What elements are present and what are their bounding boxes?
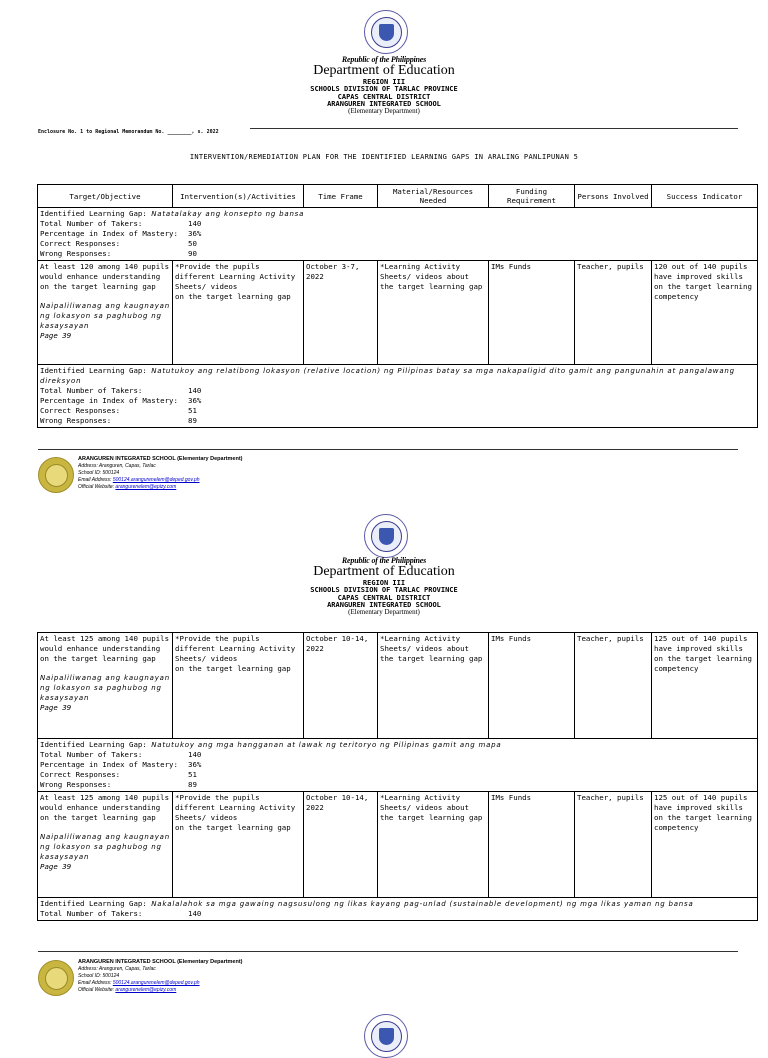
deped-seal — [364, 10, 408, 54]
correct-value: 51 — [188, 406, 197, 415]
division-label: SCHOOLS DIVISION OF TARLAC PROVINCE — [310, 586, 458, 595]
school-footer — [38, 455, 738, 500]
success-cell: 120 out of 140 pupils have improved skills on the target learning competency — [652, 261, 758, 365]
mastery-label: Percentage in Index of Mastery: — [40, 229, 178, 238]
time-cell: October 10-14, 2022 — [304, 792, 378, 898]
intervention-text-b: on the target learning gap — [175, 292, 291, 301]
intervention-cell — [173, 633, 304, 739]
intervention-text: *Provide the pupils different Learning Activity Sheets/ videos — [175, 634, 296, 663]
takers-value: 140 — [188, 909, 202, 918]
deped-seal — [364, 514, 408, 558]
school-label: ARANGUREN INTEGRATED SCHOOL — [327, 100, 441, 109]
wrong-value: 89 — [188, 780, 197, 789]
persons-cell: Teacher, pupils — [575, 261, 652, 365]
takers-label: Total Number of Takers: — [40, 219, 143, 228]
takers-value: 140 — [188, 219, 202, 228]
success-cell: 125 out of 140 pupils have improved skills on the target learning competency — [652, 792, 758, 898]
school-logo-icon — [38, 960, 74, 996]
footer-school-name: ARANGUREN INTEGRATED SCHOOL (Elementary Department) — [78, 959, 243, 965]
school-footer — [38, 958, 738, 1003]
persons-cell: Teacher, pupils — [575, 633, 652, 739]
time-cell: October 10-14, 2022 — [304, 633, 378, 739]
gap-block — [38, 208, 758, 261]
gap-label: Identified Learning Gap: — [40, 366, 147, 375]
gap-text: Natatalakay ang konsepto ng bansa — [151, 210, 305, 218]
target-text: At least 120 among 140 pupils would enhance understanding on the target learning gap — [40, 262, 170, 291]
page-ref: Page 39 — [40, 703, 72, 712]
funding-cell: IMs Funds — [489, 261, 575, 365]
footer-address: Address: Aranguren, Capas, Tarlac — [78, 966, 156, 972]
gap-text: Nakalalahok sa mga gawaing nagsusulong ng likas kayang pag-unlad (sustainable development) ng mga likas yaman ng bansa — [151, 900, 694, 908]
footer-divider — [38, 449, 738, 450]
region-label: REGION III — [362, 78, 406, 87]
persons-cell: Teacher, pupils — [575, 792, 652, 898]
competency-text: Naipaliliwanag ang kaugnayan ng lokasyon sa paghubog ng kasaysayan — [40, 674, 171, 702]
footer-school-id: School ID: 500124 — [78, 470, 120, 476]
footer-website-label: Official Website: — [78, 484, 115, 490]
col-intervention: Intervention(s)/Activities — [173, 185, 304, 208]
school-label: ARANGUREN INTEGRATED SCHOOL — [327, 601, 441, 610]
gap-label: Identified Learning Gap: — [40, 740, 147, 749]
wrong-label: Wrong Responses: — [40, 416, 112, 425]
mastery-value: 36% — [188, 760, 202, 769]
funding-cell: IMs Funds — [489, 633, 575, 739]
mastery-label: Percentage in Index of Mastery: — [40, 760, 178, 769]
intervention-text-b: on the target learning gap — [175, 664, 291, 673]
republic-label: Republic of the Philippines — [341, 55, 427, 64]
gap-text: Natutukoy ang mga hangganan at lawak ng teritoryo ng Pilipinas gamit ang mapa — [151, 741, 502, 749]
correct-label: Correct Responses: — [40, 770, 121, 779]
footer-email-label: Email Address: — [78, 477, 112, 483]
page-ref: Page 39 — [40, 862, 72, 871]
footer-school-id: School ID: 500124 — [78, 973, 120, 979]
col-time: Time Frame — [304, 185, 378, 208]
col-funding: Funding Requirement — [489, 185, 575, 208]
target-text: At least 125 among 140 pupils would enhance understanding on the target learning gap — [40, 634, 170, 663]
footer-email-label: Email Address: — [78, 980, 112, 986]
correct-value: 51 — [188, 770, 197, 779]
mastery-value: 36% — [188, 229, 202, 238]
gap-block — [38, 365, 758, 428]
takers-label: Total Number of Takers: — [40, 909, 143, 918]
correct-value: 50 — [188, 239, 197, 248]
deped-seal — [364, 1014, 408, 1058]
region-label: REGION III — [362, 579, 406, 588]
intervention-cell — [173, 792, 304, 898]
takers-label: Total Number of Takers: — [40, 750, 143, 759]
col-persons: Persons Involved — [575, 185, 652, 208]
gap-block — [38, 898, 758, 921]
footer-website-link[interactable]: arangurenelem@epizy.com — [115, 987, 177, 993]
page-ref: Page 39 — [40, 331, 72, 340]
material-cell: *Learning Activity Sheets/ videos about the target learning gap — [378, 633, 489, 739]
competency-text: Naipaliliwanag ang kaugnayan ng lokasyon sa paghubog ng kasaysayan — [40, 302, 171, 330]
unit-label: (Elementary Department) — [348, 107, 420, 116]
republic-label: Republic of the Philippines — [341, 556, 427, 565]
district-label: CAPAS CENTRAL DISTRICT — [337, 92, 431, 101]
footer-address: Address: Aranguren, Capas, Tarlac — [78, 463, 156, 469]
department-name: Department of Education — [313, 63, 455, 79]
target-text: At least 125 among 140 pupils would enhance understanding on the target learning gap — [40, 793, 170, 822]
target-cell — [38, 261, 173, 365]
footer-website-link[interactable]: arangurenelem@epizy.com — [115, 484, 177, 490]
col-target: Target/Objective — [38, 185, 173, 208]
gap-text: Natutukoy ang relatibong lokasyon (relative location) ng Pilipinas batay sa mga nakapaligid dito gamit ang pangunahin at pangalawang direksyon — [40, 367, 735, 385]
department-name: Department of Education — [313, 564, 455, 580]
footer-email-link[interactable]: 500124.arangurenelem@deped.gov.ph — [112, 477, 200, 483]
target-cell — [38, 633, 173, 739]
intervention-text: *Provide the pupils different Learning Activity Sheets/ videos — [175, 793, 296, 822]
footer-school-name: ARANGUREN INTEGRATED SCHOOL (Elementary Department) — [78, 456, 243, 462]
gap-label: Identified Learning Gap: — [40, 899, 147, 908]
funding-cell: IMs Funds — [489, 792, 575, 898]
wrong-label: Wrong Responses: — [40, 249, 112, 258]
mastery-label: Percentage in Index of Mastery: — [40, 396, 178, 405]
competency-text: Naipaliliwanag ang kaugnayan ng lokasyon sa paghubog ng kasaysayan — [40, 833, 171, 861]
gap-label: Identified Learning Gap: — [40, 209, 147, 218]
letterhead — [0, 56, 768, 116]
division-label: SCHOOLS DIVISION OF TARLAC PROVINCE — [310, 85, 458, 94]
plan-table-page2 — [37, 632, 758, 921]
footer-email-link[interactable]: 500124.arangurenelem@deped.gov.ph — [112, 980, 200, 986]
unit-label: (Elementary Department) — [348, 608, 420, 617]
col-success: Success Indicator — [652, 185, 758, 208]
takers-value: 140 — [188, 750, 202, 759]
material-cell: *Learning Activity Sheets/ videos about the target learning gap — [378, 261, 489, 365]
gap-block — [38, 739, 758, 792]
intervention-text-b: on the target learning gap — [175, 823, 291, 832]
plan-title: INTERVENTION/REMEDIATION PLAN FOR THE IDENTIFIED LEARNING GAPS IN ARALING PANLIPUNAN 5 — [189, 153, 579, 161]
correct-label: Correct Responses: — [40, 239, 121, 248]
takers-label: Total Number of Takers: — [40, 386, 143, 395]
district-label: CAPAS CENTRAL DISTRICT — [337, 593, 431, 602]
letterhead — [0, 557, 768, 617]
intervention-text: *Provide the pupils different Learning Activity Sheets/ videos — [175, 262, 296, 291]
col-material: Material/Resources Needed — [378, 185, 489, 208]
school-logo-icon — [38, 457, 74, 493]
footer-divider — [38, 951, 738, 952]
wrong-value: 89 — [188, 416, 197, 425]
enclosure-note: Enclosure No. 1 to Regional Memorandum No. ________, s. 2022 — [38, 129, 219, 135]
footer-website-label: Official Website: — [78, 987, 115, 993]
material-cell: *Learning Activity Sheets/ videos about the target learning gap — [378, 792, 489, 898]
wrong-value: 90 — [188, 249, 197, 258]
correct-label: Correct Responses: — [40, 406, 121, 415]
time-cell: October 3-7, 2022 — [304, 261, 378, 365]
mastery-value: 36% — [188, 396, 202, 405]
plan-table-page1 — [37, 184, 758, 428]
intervention-cell — [173, 261, 304, 365]
wrong-label: Wrong Responses: — [40, 780, 112, 789]
header-divider — [250, 128, 738, 129]
takers-value: 140 — [188, 386, 202, 395]
success-cell: 125 out of 140 pupils have improved skills on the target learning competency — [652, 633, 758, 739]
target-cell — [38, 792, 173, 898]
